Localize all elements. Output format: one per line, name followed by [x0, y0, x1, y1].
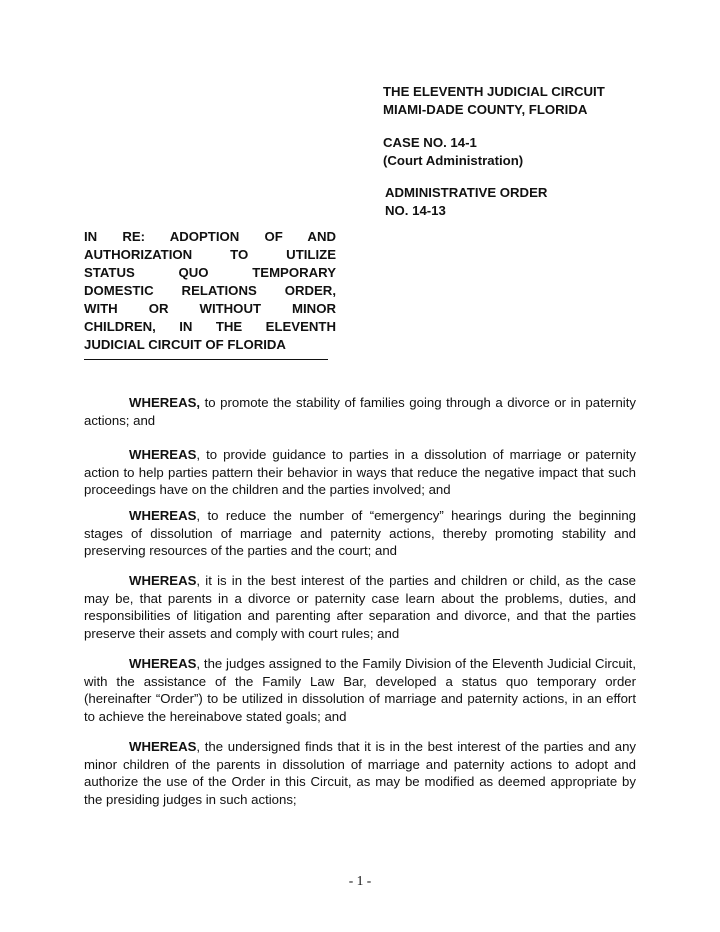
order-number: NO. 14-13 — [385, 203, 446, 218]
in-re-line: WITH OR WITHOUT MINOR — [84, 301, 336, 316]
paragraph-text: , the undersigned finds that it is in the best interest of the parties and any minor children of the parents in dissolution of marriage and paternity actions to adopt and authorize the use of the Order in this Circuit, as may be modified as deemed appropriate by the presiding judges in such actions; — [84, 739, 636, 807]
whereas-paragraph — [84, 572, 636, 642]
paragraph-text: to promote the stability of families going through a divorce or in paternity actions; and — [84, 395, 636, 428]
paragraph-text: , it is in the best interest of the parties and children or child, as the case may be, that parents in a divorce or paternity case learn about the problems, duties, and responsibilities of litigation and parenting after separation and divorce, and that the parties preserve their assets and comply with court rules; and — [84, 573, 636, 641]
in-re-line: CHILDREN, IN THE ELEVENTH — [84, 319, 336, 334]
whereas-paragraph — [84, 738, 636, 808]
order-label: ADMINISTRATIVE ORDER — [385, 185, 548, 200]
paragraph-text: , the judges assigned to the Family Division of the Eleventh Judicial Circuit, with the assistance of the Family Law Bar, developed a status quo temporary order (hereinafter “Order”) to be utilized in dissolution of marriage and paternity actions, in an effort to achieve the hereinabove stated goals; and — [84, 656, 636, 724]
whereas-keyword: WHEREAS — [129, 447, 197, 462]
case-type: (Court Administration) — [383, 153, 524, 168]
page-number: - 1 - — [348, 873, 372, 888]
whereas-keyword: WHEREAS — [129, 573, 197, 588]
paragraph-text: , to reduce the number of “emergency” hearings during the beginning stages of dissolution of marriage and paternity actions, thereby promoting stability and preserving resources of the parties and the court; and — [84, 508, 636, 558]
whereas-paragraph — [84, 655, 636, 725]
paragraph-text: , to provide guidance to parties in a dissolution of marriage or paternity action to help parties pattern their behavior in ways that reduce the negative impact that such proceedings have on the children and the parties involved; and — [84, 447, 636, 497]
whereas-keyword: WHEREAS, — [129, 395, 201, 410]
court-name: THE ELEVENTH JUDICIAL CIRCUIT — [383, 84, 605, 99]
in-re-line: JUDICIAL CIRCUIT OF FLORIDA — [84, 337, 286, 352]
in-re-line: AUTHORIZATION TO UTILIZE — [84, 247, 336, 262]
caption-underline — [84, 359, 328, 360]
whereas-paragraph — [84, 507, 636, 560]
whereas-keyword: WHEREAS — [129, 656, 197, 671]
whereas-keyword: WHEREAS — [129, 508, 197, 523]
county-name: MIAMI-DADE COUNTY, FLORIDA — [383, 102, 588, 117]
whereas-paragraph — [84, 394, 636, 429]
in-re-line: STATUS QUO TEMPORARY — [84, 265, 336, 280]
in-re-line: IN RE: ADOPTION OF AND — [84, 229, 336, 244]
case-number: CASE NO. 14-1 — [383, 135, 477, 150]
whereas-paragraph — [84, 446, 636, 499]
in-re-caption — [84, 228, 336, 354]
in-re-line: DOMESTIC RELATIONS ORDER, — [84, 283, 336, 298]
whereas-keyword: WHEREAS — [129, 739, 197, 754]
